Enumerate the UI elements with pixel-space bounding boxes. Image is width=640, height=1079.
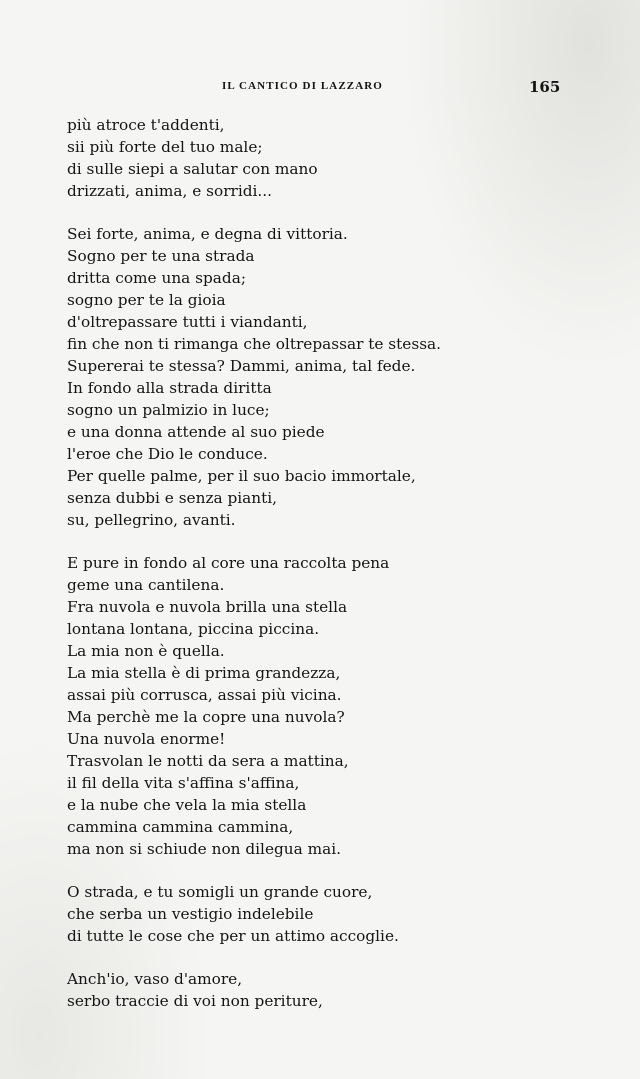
verse-line: Una nuvola enorme!: [67, 730, 226, 748]
verse-line: d'oltrepassare tutti i viandanti,: [67, 313, 308, 331]
verse-line: Supererai te stessa? Dammi, anima, tal fede.: [67, 357, 416, 375]
verse-line: Trasvolan le notti da sera a mattina,: [67, 752, 349, 770]
verse-line: senza dubbi e senza pianti,: [67, 489, 278, 507]
verse-line: di sulle siepi a salutar con mano: [67, 160, 318, 178]
verse-line: sii più forte del tuo male;: [67, 138, 263, 156]
poem-text: [67, 114, 627, 1012]
stanza: [67, 881, 627, 947]
stanza-break: [67, 860, 627, 881]
stanza: [67, 223, 627, 531]
stanza: [67, 114, 627, 202]
verse-line: lontana lontana, piccina piccina.: [67, 620, 320, 638]
page-number: 165: [529, 78, 561, 96]
verse-line: Ma perchè me la copre una nuvola?: [67, 708, 345, 726]
verse-line: La mia stella è di prima grandezza,: [67, 664, 341, 682]
verse-line: Sei forte, anima, e degna di vittoria.: [67, 225, 348, 243]
verse-line: dritta come una spada;: [67, 269, 246, 287]
running-head: [0, 80, 640, 100]
verse-line: sogno per te la gioia: [67, 291, 226, 309]
verse-line: Sogno per te una strada: [67, 247, 255, 265]
verse-line: E pure in fondo al core una raccolta pena: [67, 554, 390, 572]
verse-line: geme una cantilena.: [67, 576, 225, 594]
verse-line: l'eroe che Dio le conduce.: [67, 445, 268, 463]
verse-line: In fondo alla strada diritta: [67, 379, 272, 397]
verse-line: il fil della vita s'affina s'affina,: [67, 774, 300, 792]
verse-line: O strada, e tu somigli un grande cuore,: [67, 883, 373, 901]
verse-line: sogno un palmizio in luce;: [67, 401, 270, 419]
running-title: IL CANTICO DI LAZZARO: [222, 80, 383, 92]
verse-line: La mia non è quella.: [67, 642, 225, 660]
stanza: [67, 968, 627, 1012]
verse-line: ma non si schiude non dilegua mai.: [67, 840, 341, 858]
stanza: [67, 552, 627, 860]
stanza-break: [67, 202, 627, 223]
verse-line: di tutte le cose che per un attimo accoglie.: [67, 927, 399, 945]
verse-line: Fra nuvola e nuvola brilla una stella: [67, 598, 348, 616]
stanza-break: [67, 947, 627, 968]
verse-line: e una donna attende al suo piede: [67, 423, 325, 441]
verse-line: Anch'io, vaso d'amore,: [67, 970, 243, 988]
verse-line: più atroce t'addenti,: [67, 116, 225, 134]
verse-line: cammina cammina cammina,: [67, 818, 294, 836]
verse-line: assai più corrusca, assai più vicina.: [67, 686, 342, 704]
stanza-break: [67, 531, 627, 552]
verse-line: fin che non ti rimanga che oltrepassar te stessa.: [67, 335, 442, 353]
verse-line: e la nube che vela la mia stella: [67, 796, 307, 814]
verse-line: su, pellegrino, avanti.: [67, 511, 236, 529]
verse-line: serbo traccie di voi non periture,: [67, 992, 323, 1010]
verse-line: Per quelle palme, per il suo bacio immortale,: [67, 467, 416, 485]
verse-line: che serba un vestigio indelebile: [67, 905, 314, 923]
verse-line: drizzati, anima, e sorridi...: [67, 182, 272, 200]
